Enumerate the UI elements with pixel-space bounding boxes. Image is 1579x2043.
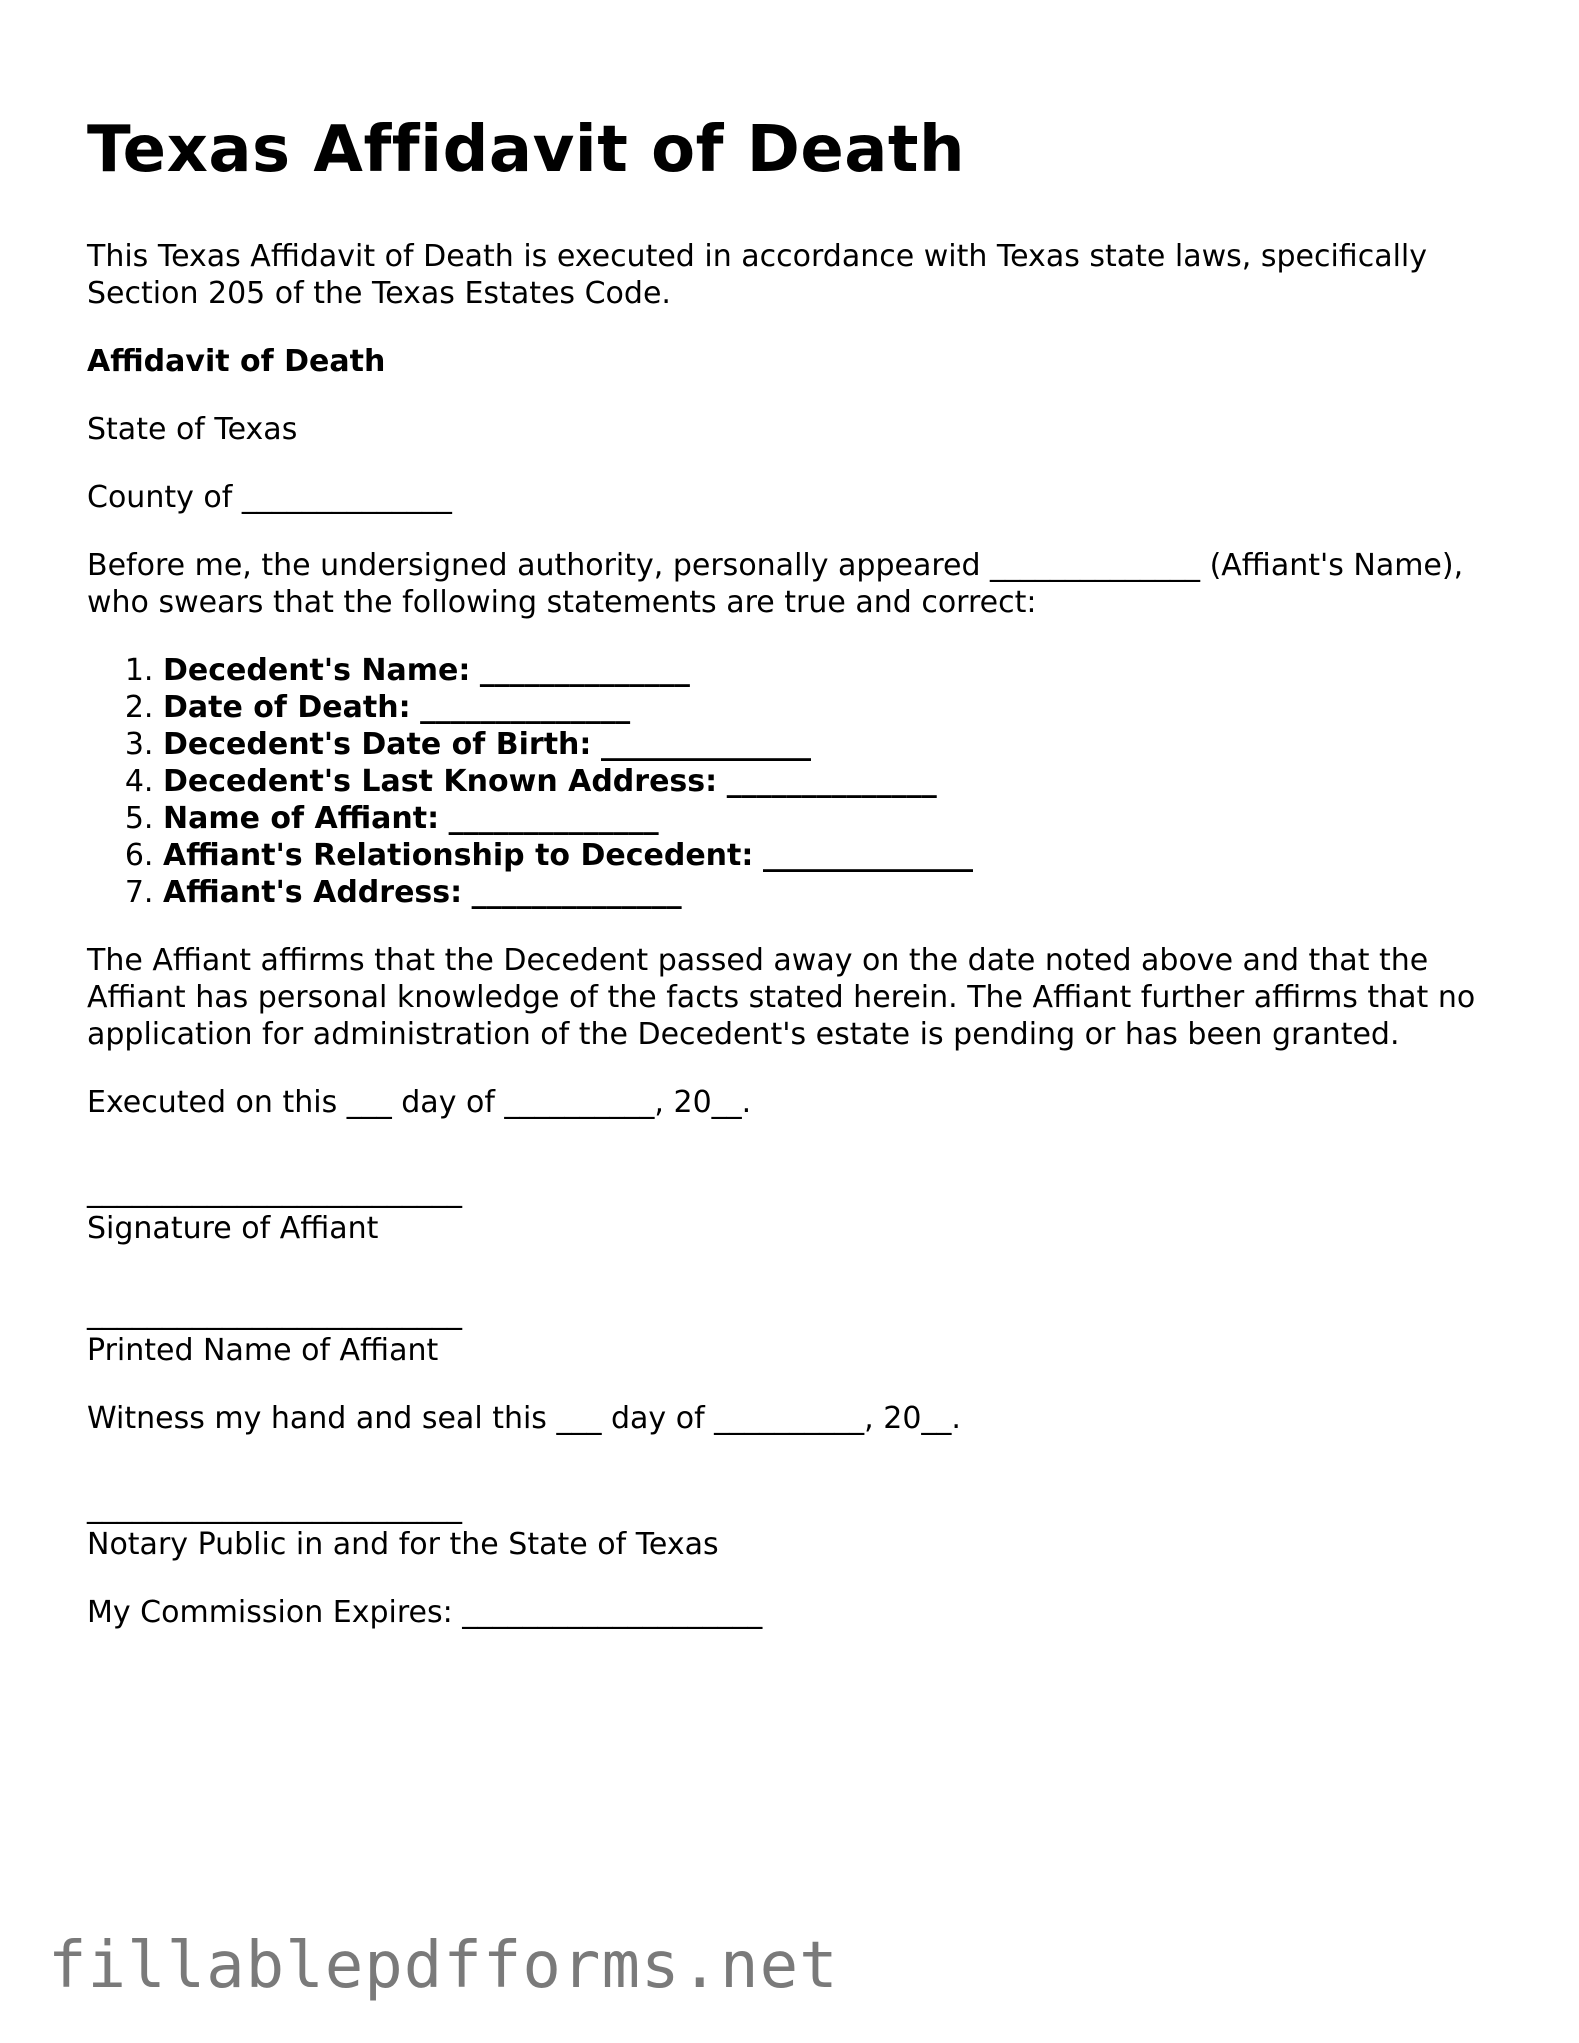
list-item	[163, 837, 1507, 874]
list-item	[163, 652, 1507, 689]
item-blank[interactable]: ______________	[479, 653, 690, 688]
list-item	[163, 726, 1507, 763]
item-label: Name of Affiant:	[163, 801, 440, 836]
item-blank[interactable]: ______________	[726, 764, 937, 799]
list-item	[163, 763, 1507, 800]
section-heading: Affidavit of Death	[87, 344, 386, 379]
county-line: County of ______________	[87, 480, 452, 515]
item-label: Affiant's Address:	[163, 875, 463, 910]
appearance-paragraph: Before me, the undersigned authority, personally appeared ______________ (Affiant's Name), who swears that the following statements are true and correct:	[87, 548, 1464, 620]
site-watermark: fillablepdfforms.net	[48, 1929, 839, 2003]
printed-name-label: Printed Name of Affiant	[87, 1333, 439, 1368]
item-blank[interactable]: ______________	[762, 838, 973, 873]
list-item	[163, 874, 1507, 911]
document-page	[87, 108, 1507, 1662]
statement-list	[87, 652, 1507, 911]
notary-block	[87, 1489, 1507, 1563]
item-label: Affiant's Relationship to Decedent:	[163, 838, 754, 873]
state-line: State of Texas	[87, 412, 298, 447]
list-item	[163, 689, 1507, 726]
signature-line[interactable]: _________________________	[87, 1174, 462, 1209]
printed-name-block	[87, 1295, 1507, 1369]
document-title: Texas Affidavit of Death	[87, 113, 966, 187]
commission-line: My Commission Expires: ____________________	[87, 1595, 763, 1630]
item-label: Date of Death:	[163, 690, 411, 725]
witness-line: Witness my hand and seal this ___ day of __________, 20__.	[87, 1401, 961, 1436]
item-blank[interactable]: ______________	[448, 801, 659, 836]
item-label: Decedent's Last Known Address:	[163, 764, 718, 799]
signature-block	[87, 1173, 1507, 1247]
item-label: Decedent's Name:	[163, 653, 471, 688]
list-item	[163, 800, 1507, 837]
printed-name-line[interactable]: _________________________	[87, 1296, 462, 1331]
notary-label: Notary Public in and for the State of Texas	[87, 1527, 719, 1562]
notary-signature-line[interactable]: _________________________	[87, 1490, 462, 1525]
item-label: Decedent's Date of Birth:	[163, 727, 592, 762]
intro-paragraph: This Texas Affidavit of Death is executed in accordance with Texas state laws, specifically Section 205 of the Texas Estates Code.	[87, 239, 1428, 311]
item-blank[interactable]: ______________	[420, 690, 631, 725]
signature-label: Signature of Affiant	[87, 1211, 379, 1246]
executed-line: Executed on this ___ day of __________, 20__.	[87, 1085, 752, 1120]
item-blank[interactable]: ______________	[600, 727, 811, 762]
item-blank[interactable]: ______________	[471, 875, 682, 910]
affirmation-paragraph: The Affiant affirms that the Decedent passed away on the date noted above and that the Affiant has personal knowledge of the facts stated herein. The Affiant further affirms that no application for administration of the Decedent's estate is pending or has been granted.	[87, 943, 1476, 1052]
